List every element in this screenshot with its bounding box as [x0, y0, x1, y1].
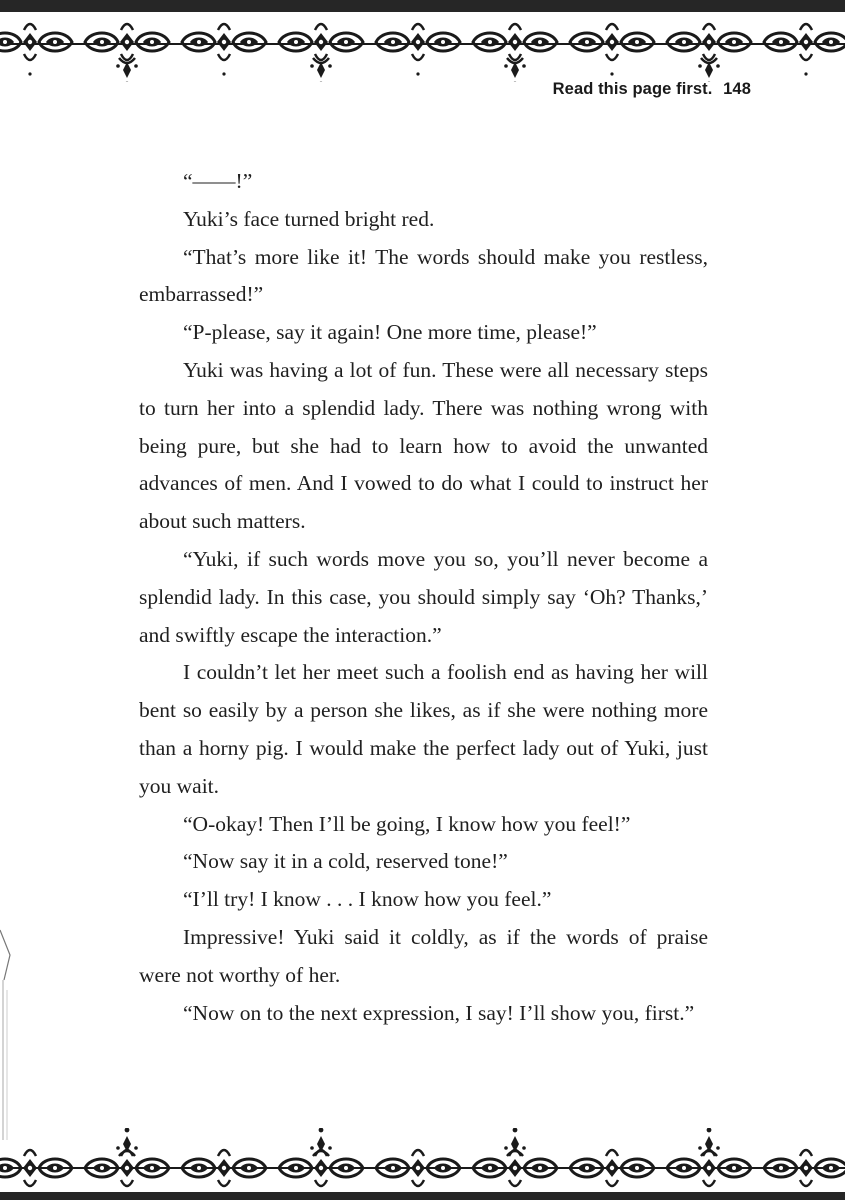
- paragraph: “Now on to the next expression, I say! I’ll show you, first.”: [183, 1000, 695, 1025]
- page-edge-decoration: [0, 900, 14, 1140]
- paragraph: “——!”: [183, 169, 253, 193]
- paragraph: Yuki’s face turned bright red.: [183, 206, 435, 231]
- running-header: [553, 80, 751, 99]
- top-edge-bar: [0, 0, 845, 12]
- paragraph: “That’s more like it! The words should make you restless, embarrassed!”: [139, 244, 708, 307]
- paragraph: “I’ll try! I know . . . I know how you feel.”: [183, 887, 552, 912]
- page-number: 148: [723, 80, 751, 98]
- ornamental-border-top: [0, 12, 845, 82]
- paragraph: Yuki was having a lot of fun. These were all necessary steps to turn her into a splendid lady. There was nothing wrong with being pure, but she had to learn how to avoid the unwanted advances of men. And I vowed to do what I could to instruct her about such matters.: [139, 357, 708, 534]
- paragraph: “Yuki, if such words move you so, you’ll never become a splendid lady. In this case, you should simply say ‘Oh? Thanks,’ and swiftly escape the interaction.”: [139, 546, 708, 647]
- paragraph: I couldn’t let her meet such a foolish end as having her will bent so easily by a person she likes, as if she were nothing more than a horny pig. I would make the perfect lady out of Yuki, just you wait.: [139, 660, 708, 798]
- paragraph: “O-okay! Then I’ll be going, I know how you feel!”: [183, 811, 631, 836]
- paragraph: “Now say it in a cold, reserved tone!”: [183, 849, 508, 874]
- paragraph: “P-please, say it again! One more time, please!”: [183, 320, 597, 345]
- ornamental-border-bottom: [0, 1128, 845, 1200]
- paragraph: Impressive! Yuki said it coldly, as if the words of praise were not worthy of her.: [139, 924, 708, 987]
- header-title: Read this page first.: [552, 80, 713, 98]
- page-body: [139, 163, 708, 1032]
